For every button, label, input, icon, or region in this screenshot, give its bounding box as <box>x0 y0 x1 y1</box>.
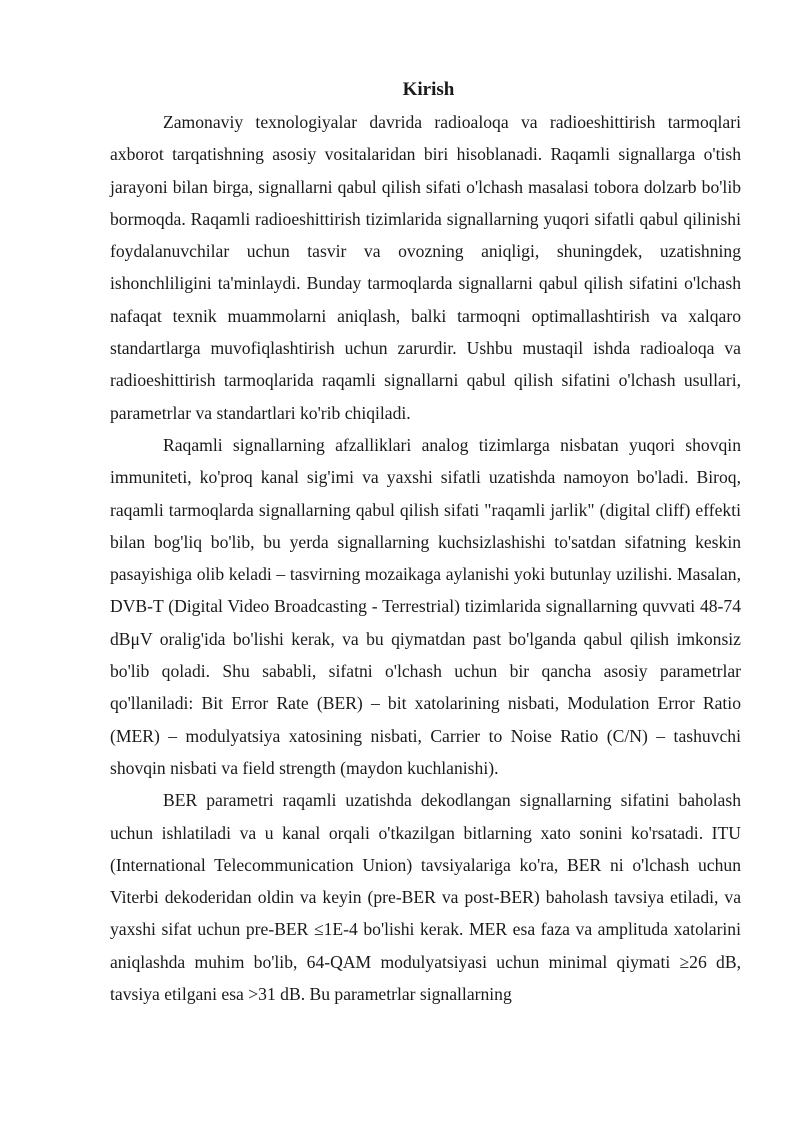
document-title: Kirish <box>402 79 455 100</box>
document-body <box>110 74 741 1010</box>
paragraph-digital-advantages: Raqamli signallarning afzalliklari analog tizimlarga nisbatan yuqori shovqin immuniteti, ko'proq kanal sig'imi va yaxshi sifatli uzatishda namoyon bo'ladi. Biroq, raqamli tarmoqlarda signallarning qabul qilish sifati "raqamli jarlik" (digital cliff) effekti bilan bog'liq bo'lib, bu yerda signallarning kuchsizlashishi to'satdan sifatning keskin pasayishiga olib keladi – tasvirning mozaikaga aylanishi yoki butunlay uzilishi. Masalan, DVB-T (Digital Video Broadcasting - Terrestrial) tizimlarida signallarning quvvati 48-74 dBμV oralig'ida bo'lishi kerak, va bu qiymatdan past bo'lganda qabul qilish imkonsiz bo'lib qoladi. Shu sababli, sifatni o'lchash uchun bir qancha asosiy parametrlar qo'llaniladi: Bit Error Rate (BER) – bit xatolarining nisbati, Modulation Error Ratio (MER) – modulyatsiya xatosining nisbati, Carrier to Noise Ratio (C/N) – tashuvchi shovqin nisbati va field strength (maydon kuchlanishi). <box>110 434 741 778</box>
paragraph-ber-mer: BER parametri raqamli uzatishda dekodlangan signallarning sifatini baholash uchun ishlatiladi va u kanal orqali o'tkazilgan bitlarning xato sonini ko'rsatadi. ITU (International Telecommunication Union) tavsiyalariga ko'ra, BER ni o'lchash uchun Viterbi dekoderidan oldin va keyin (pre-BER va post-BER) baholash tavsiya etiladi, va yaxshi sifat uchun pre-BER ≤1E-4 bo'lishi kerak. MER esa faza va amplituda xatolarini aniqlashda muhim bo'lib, 64-QAM modulyatsiyasi uchun minimal qiymati ≥26 dB, tavsiya etilgani esa >31 dB. Bu parametrlar signallarning <box>110 790 741 1005</box>
paragraph-intro: Zamonaviy texnologiyalar davrida radioaloqa va radioeshittirish tarmoqlari axborot tarqatishning asosiy vositalaridan biri hisoblanadi. Raqamli signallarga o'tish jarayoni bilan birga, signallarni qabul qilish sifati o'lchash masalasi tobora dolzarb bo'lib bormoqda. Raqamli radioeshittirish tizimlarida signallarning yuqori sifatli qabul qilinishi foydalanuvchilar uchun tasvir va ovozning aniqligi, shuningdek, uzatishning ishonchliligini ta'minlaydi. Bunday tarmoqlarda signallarni qabul qilish sifatini o'lchash nafaqat texnik muammolarni aniqlash, balki tarmoqni optimallashtirish va xalqaro standartlarga muvofiqlashtirish uchun zarurdir. Ushbu mustaqil ishda radioaloqa va radioeshittirish tarmoqlarida raqamli signallarni qabul qilish sifatini o'lchash usullari, parametrlar va standartlari ko'rib chiqiladi. <box>110 112 741 423</box>
